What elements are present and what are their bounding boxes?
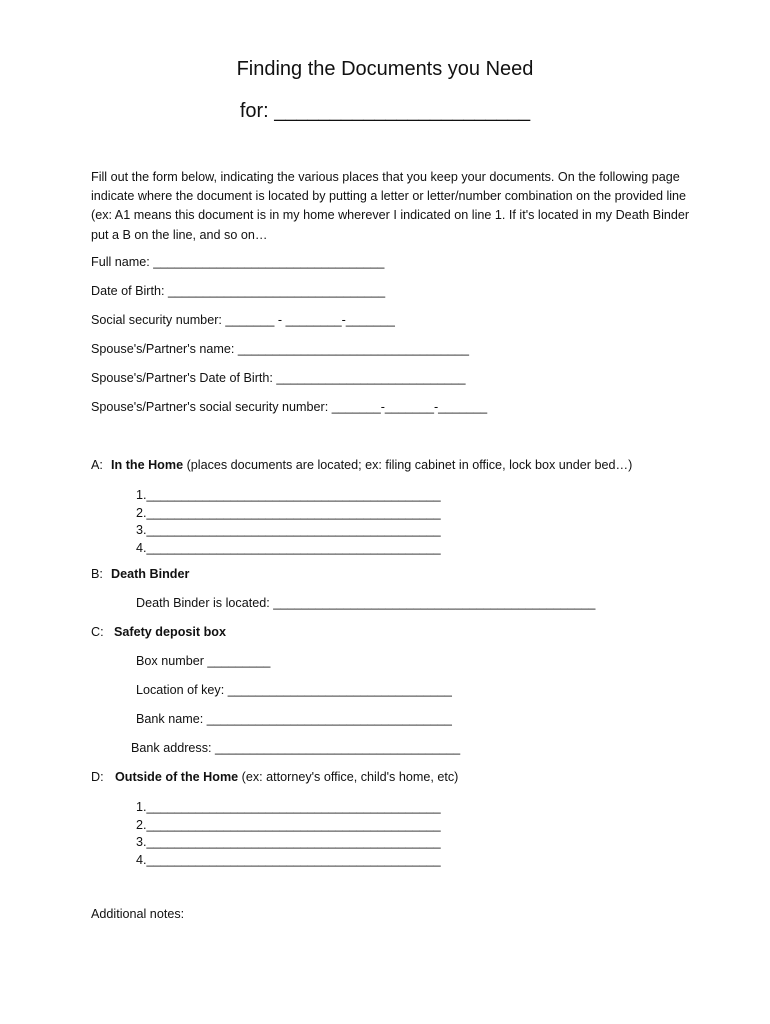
section-a-heading-row — [111, 458, 632, 472]
section-d-line-3[interactable]: 3.__________________________________________ — [136, 835, 441, 849]
page-title: Finding the Documents you Need — [236, 58, 534, 80]
section-d-line-2[interactable]: 2.__________________________________________ — [136, 818, 441, 832]
section-d-line-4[interactable]: 4.__________________________________________ — [136, 853, 441, 867]
section-a-heading: In the Home — [111, 458, 184, 472]
section-d-line-1[interactable]: 1.__________________________________________ — [136, 800, 441, 814]
spouse-dob-field[interactable]: Spouse's/Partner's Date of Birth: ___________________________ — [91, 371, 466, 385]
section-b-letter: B: — [91, 567, 103, 581]
bank-name-field[interactable]: Bank name: ___________________________________ — [136, 712, 452, 726]
section-a-line-4[interactable]: 4.__________________________________________ — [136, 541, 441, 555]
section-b-heading: Death Binder — [111, 567, 190, 581]
additional-notes-label: Additional notes: — [91, 907, 185, 921]
intro-paragraph: Fill out the form below, indicating the various places that you keep your documents. On the following page indicate where the document is located by putting a letter or letter/number combination on the provided line (ex: A1 means this document is in my home wherever I indicated on line 1. If it's located in my Death Binder put a B on the line, and so on… — [91, 170, 690, 242]
section-c-letter: C: — [91, 625, 104, 639]
section-c-heading: Safety deposit box — [114, 625, 226, 639]
section-d-heading: Outside of the Home — [115, 770, 239, 784]
section-a-letter: A: — [91, 458, 103, 472]
section-d-note: (ex: attorney's office, child's home, etc) — [238, 770, 459, 784]
section-a-note: (places documents are located; ex: filing cabinet in office, lock box under bed…) — [183, 458, 633, 472]
date-of-birth-field[interactable]: Date of Birth: _______________________________ — [91, 284, 386, 298]
full-name-field[interactable]: Full name: _________________________________ — [91, 255, 385, 269]
section-a-line-1[interactable]: 1.__________________________________________ — [136, 488, 441, 502]
spouse-name-field[interactable]: Spouse's/Partner's name: _________________________________ — [91, 342, 470, 356]
page-subtitle-for-line[interactable]: for: _______________________ — [239, 100, 531, 122]
spouse-ssn-field[interactable]: Spouse's/Partner's social security number: _______-_______-_______ — [91, 400, 488, 414]
location-of-key-field[interactable]: Location of key: ________________________________ — [136, 683, 452, 697]
death-binder-location-field[interactable]: Death Binder is located: ______________________________________________ — [136, 596, 596, 610]
section-a-line-3[interactable]: 3.__________________________________________ — [136, 523, 441, 537]
bank-address-field[interactable]: Bank address: ___________________________________ — [131, 741, 461, 755]
box-number-field[interactable]: Box number _________ — [136, 654, 271, 668]
ssn-field[interactable]: Social security number: _______ - ________-_______ — [91, 313, 395, 327]
section-d-heading-row — [115, 770, 458, 784]
section-d-letter: D: — [91, 770, 104, 784]
section-a-line-2[interactable]: 2.__________________________________________ — [136, 506, 441, 520]
